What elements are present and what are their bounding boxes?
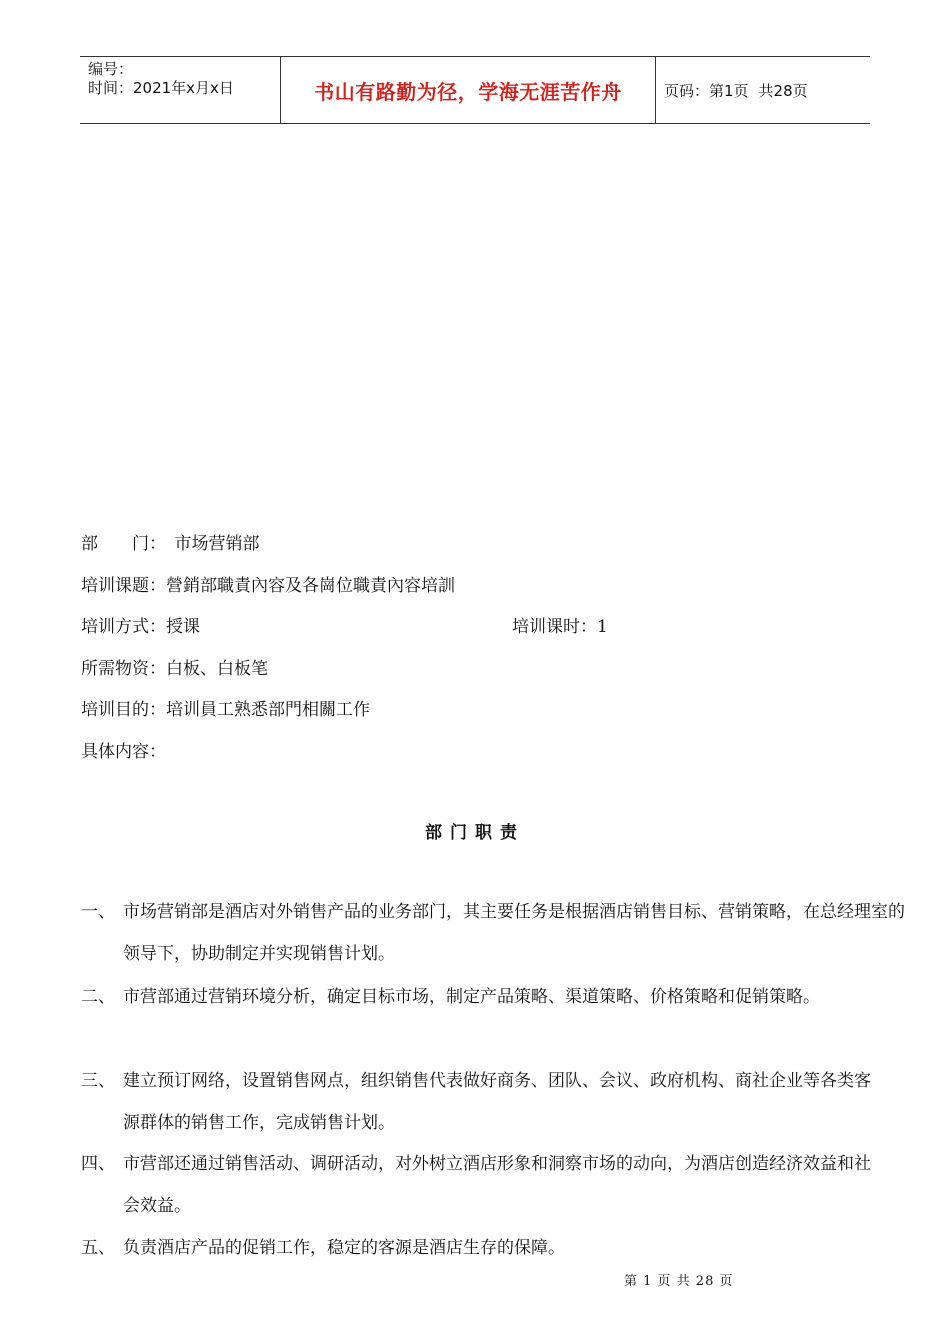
- info-method: 培训方式：授课: [81, 617, 200, 637]
- info-content-label: 具体内容：: [81, 742, 166, 762]
- list-item-text: 建立预订网络，设置销售网点，组织销售代表做好商务、团队、会议、政府机构、商社企业等各类客源群体的销售工作，完成销售计划。: [123, 1071, 871, 1133]
- list-item-number: 一、: [81, 902, 115, 922]
- info-materials: 所需物资：白板、白板笔: [81, 659, 268, 679]
- list-item-number: 三、: [81, 1071, 115, 1091]
- info-department: 部 门： 市场营销部: [81, 534, 260, 554]
- header-page-number: 页码：第1页: [664, 82, 749, 100]
- section-title: 部门职责: [425, 823, 525, 843]
- header-motto: 书山有路勤为径，学海无涯苦作舟: [314, 80, 622, 104]
- page-footer: 第 1 页 共 28 页: [624, 1274, 734, 1289]
- info-purpose: 培训目的：培训員工熟悉部門相關工作: [81, 700, 370, 720]
- list-item-number: 四、: [81, 1154, 115, 1174]
- list-item-number: 五、: [81, 1238, 115, 1258]
- list-item-number: 二、: [81, 987, 115, 1007]
- list-item-text: 负责酒店产品的促销工作，稳定的客源是酒店生存的保障。: [123, 1238, 565, 1258]
- list-item-text: 市营部通过营销环境分析，确定目标市场，制定产品策略、渠道策略、价格策略和促销策略。: [123, 987, 820, 1007]
- header-page-info: [664, 57, 808, 124]
- info-hours: 培训课时：1: [512, 617, 608, 637]
- header-meta: [88, 60, 280, 98]
- header-divider: [655, 57, 656, 124]
- page-header: [80, 56, 870, 124]
- list-item-text: 市场营销部是酒店对外销售产品的业务部门，其主要任务是根据酒店销售目标、营销策略，在总经理室的领导下，协助制定并实现销售计划。: [123, 902, 905, 964]
- info-topic: 培训课题：營銷部職責內容及各崗位職責內容培訓: [81, 576, 455, 596]
- header-page-total: 共28页: [758, 82, 808, 100]
- list-item-text: 市营部还通过销售活动、调研活动，对外树立酒店形象和洞察市场的动向，为酒店创造经济效益和社会效益。: [123, 1154, 871, 1216]
- serial-number-label: 编号：: [88, 60, 134, 78]
- date-line: 时间：2021年x月x日: [88, 79, 234, 97]
